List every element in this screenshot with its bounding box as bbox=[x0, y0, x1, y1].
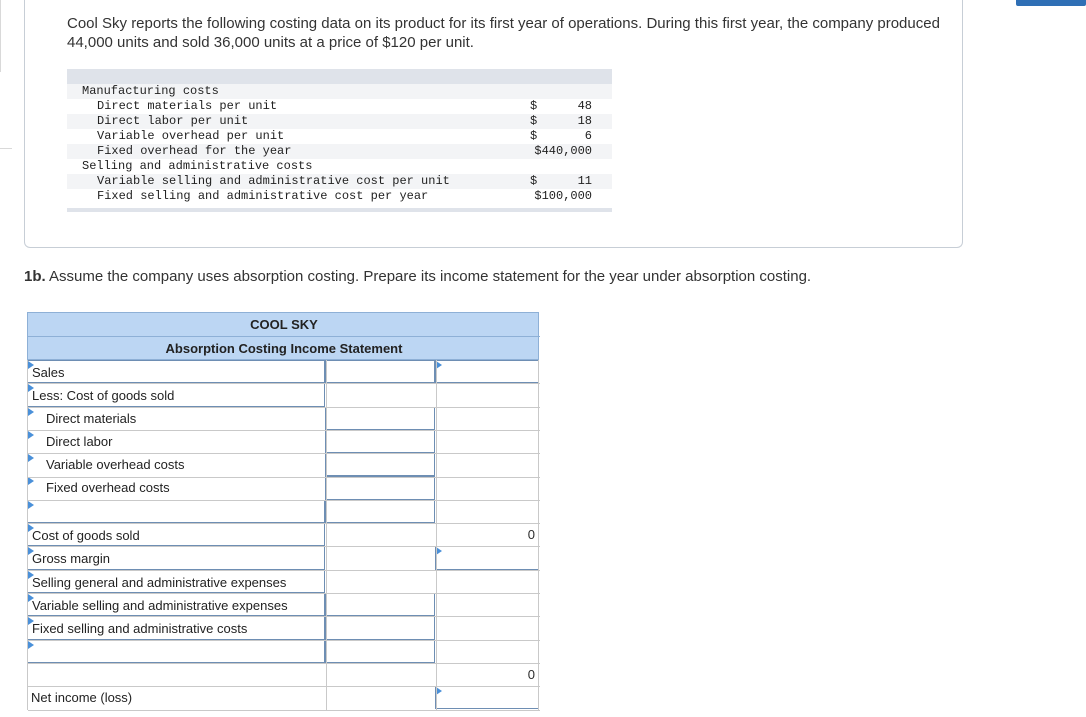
cost-data-label: Direct materials per unit bbox=[97, 99, 278, 113]
total-cell bbox=[435, 500, 539, 523]
row-label bbox=[27, 663, 325, 686]
statement-header bbox=[27, 312, 539, 360]
dropdown-indicator-icon bbox=[28, 501, 34, 509]
cost-data-currency: $ bbox=[530, 129, 538, 143]
cost-data-label: Selling and administrative costs bbox=[82, 159, 313, 173]
top-accent-bar bbox=[1016, 0, 1086, 6]
total-cell: 0 bbox=[527, 666, 535, 682]
row-label: Variable overhead costs bbox=[46, 457, 185, 473]
total-cell bbox=[435, 616, 539, 639]
amount-cell bbox=[325, 383, 435, 406]
amount-input[interactable] bbox=[325, 640, 435, 663]
cost-data-currency: $ bbox=[530, 174, 538, 188]
cost-data-row bbox=[67, 174, 612, 189]
amount-cell bbox=[325, 570, 435, 593]
label-select[interactable] bbox=[27, 640, 325, 663]
statement-row bbox=[27, 546, 539, 569]
statement-title: Absorption Costing Income Statement bbox=[165, 341, 403, 356]
cost-data-value: $440,000 bbox=[534, 144, 592, 158]
left-divider-tick bbox=[0, 148, 12, 149]
company-name: COOL SKY bbox=[250, 317, 318, 332]
label-select[interactable]: Cost of goods sold bbox=[27, 523, 325, 546]
problem-intro: Cool Sky reports the following costing data on its product for its first year of operations. During this first year, the company produced 44,000 units and sold 36,000 units at a price of $120 per unit. bbox=[67, 15, 940, 51]
dropdown-indicator-icon bbox=[28, 408, 34, 416]
label-select[interactable]: Less: Cost of goods sold bbox=[27, 383, 325, 406]
label-select[interactable]: Sales bbox=[27, 360, 325, 383]
statement-row bbox=[27, 640, 539, 663]
cost-data-row bbox=[67, 159, 612, 174]
total-cell bbox=[435, 476, 539, 499]
total-input[interactable] bbox=[435, 546, 539, 569]
statement-row bbox=[27, 593, 539, 616]
dropdown-indicator-icon bbox=[28, 641, 34, 649]
total-cell bbox=[435, 640, 539, 663]
cost-data-row bbox=[67, 114, 612, 129]
row-label: Fixed overhead costs bbox=[46, 480, 170, 496]
dropdown-indicator-icon bbox=[436, 547, 442, 555]
amount-input[interactable] bbox=[325, 407, 435, 430]
question-number: 1b. bbox=[24, 268, 46, 285]
cost-data-table bbox=[67, 69, 612, 212]
cost-data-row bbox=[67, 99, 612, 114]
question-text: Assume the company uses absorption costing. Prepare its income statement for the year under absorption costing. bbox=[45, 268, 812, 285]
cost-data-currency: $ bbox=[530, 114, 538, 128]
label-select[interactable]: Selling general and administrative expenses bbox=[27, 570, 325, 593]
dropdown-indicator-icon bbox=[28, 524, 34, 532]
amount-input[interactable] bbox=[325, 453, 435, 476]
cost-data-label: Variable selling and administrative cost per unit bbox=[97, 174, 450, 188]
statement-row bbox=[27, 453, 539, 476]
dropdown-indicator-icon bbox=[28, 384, 34, 392]
statement-row bbox=[27, 663, 539, 686]
cost-data-row bbox=[67, 84, 612, 99]
total-cell bbox=[435, 453, 539, 476]
statement-row bbox=[27, 686, 539, 709]
cost-data-value: 11 bbox=[577, 174, 592, 188]
amount-cell bbox=[325, 523, 435, 546]
row-label: Net income (loss) bbox=[31, 690, 133, 706]
amount-input[interactable] bbox=[325, 500, 435, 523]
total-cell bbox=[435, 570, 539, 593]
cost-data-currency: $ bbox=[530, 99, 538, 113]
total-cell bbox=[435, 593, 539, 616]
label-select[interactable]: Gross margin bbox=[27, 546, 325, 569]
cost-data-footer-bar bbox=[67, 208, 612, 212]
dropdown-indicator-icon bbox=[28, 361, 34, 369]
income-statement bbox=[27, 312, 539, 709]
statement-row bbox=[27, 616, 539, 639]
header-divider bbox=[28, 336, 540, 337]
cost-data-label: Fixed selling and administrative cost per year bbox=[97, 189, 429, 203]
cost-data-row bbox=[67, 129, 612, 144]
cost-data-value: 18 bbox=[577, 114, 592, 128]
amount-input[interactable] bbox=[325, 593, 435, 616]
total-cell bbox=[435, 430, 539, 453]
cost-data-label: Manufacturing costs bbox=[82, 84, 219, 98]
label-select[interactable] bbox=[27, 500, 325, 523]
total-cell: 0 bbox=[527, 527, 535, 543]
cost-data-value: 48 bbox=[577, 99, 592, 113]
cost-data-row bbox=[67, 189, 612, 204]
amount-input[interactable] bbox=[325, 360, 435, 383]
amount-input[interactable] bbox=[325, 430, 435, 453]
cost-data-row bbox=[67, 144, 612, 159]
dropdown-indicator-icon bbox=[28, 617, 34, 625]
amount-input[interactable] bbox=[325, 616, 435, 639]
cost-data-label: Fixed overhead for the year bbox=[97, 144, 292, 158]
statement-row bbox=[27, 523, 539, 546]
row-label: Direct labor bbox=[46, 433, 113, 449]
cost-data-value: 6 bbox=[584, 129, 592, 143]
amount-cell bbox=[325, 663, 435, 686]
row-label: Direct materials bbox=[46, 410, 137, 426]
cost-data-label: Direct labor per unit bbox=[97, 114, 249, 128]
dropdown-indicator-icon bbox=[28, 431, 34, 439]
dropdown-indicator-icon bbox=[28, 547, 34, 555]
dropdown-indicator-icon bbox=[28, 571, 34, 579]
amount-input[interactable] bbox=[325, 476, 435, 499]
cost-data-label: Variable overhead per unit bbox=[97, 129, 285, 143]
statement-row bbox=[27, 570, 539, 593]
total-cell bbox=[435, 383, 539, 406]
cost-data-value: $100,000 bbox=[534, 189, 592, 203]
dropdown-indicator-icon bbox=[28, 454, 34, 462]
statement-row bbox=[27, 360, 539, 383]
statement-row bbox=[27, 407, 539, 430]
label-select[interactable]: Fixed selling and administrative costs bbox=[27, 616, 325, 639]
statement-row bbox=[27, 383, 539, 406]
total-input[interactable] bbox=[435, 360, 539, 383]
total-input[interactable] bbox=[435, 686, 539, 709]
question-1b bbox=[24, 268, 811, 285]
statement-row bbox=[27, 476, 539, 499]
dropdown-indicator-icon bbox=[28, 477, 34, 485]
label-select[interactable]: Variable selling and administrative expenses bbox=[27, 593, 325, 616]
amount-cell bbox=[325, 686, 435, 709]
dropdown-indicator-icon bbox=[436, 361, 442, 369]
dropdown-indicator-icon bbox=[436, 687, 442, 695]
statement-row bbox=[27, 430, 539, 453]
left-divider bbox=[0, 0, 1, 72]
statement-row bbox=[27, 500, 539, 523]
amount-cell bbox=[325, 546, 435, 569]
dropdown-indicator-icon bbox=[28, 594, 34, 602]
total-cell bbox=[435, 407, 539, 430]
cost-data-header-bar bbox=[67, 69, 612, 84]
grid-row-line bbox=[28, 710, 540, 711]
